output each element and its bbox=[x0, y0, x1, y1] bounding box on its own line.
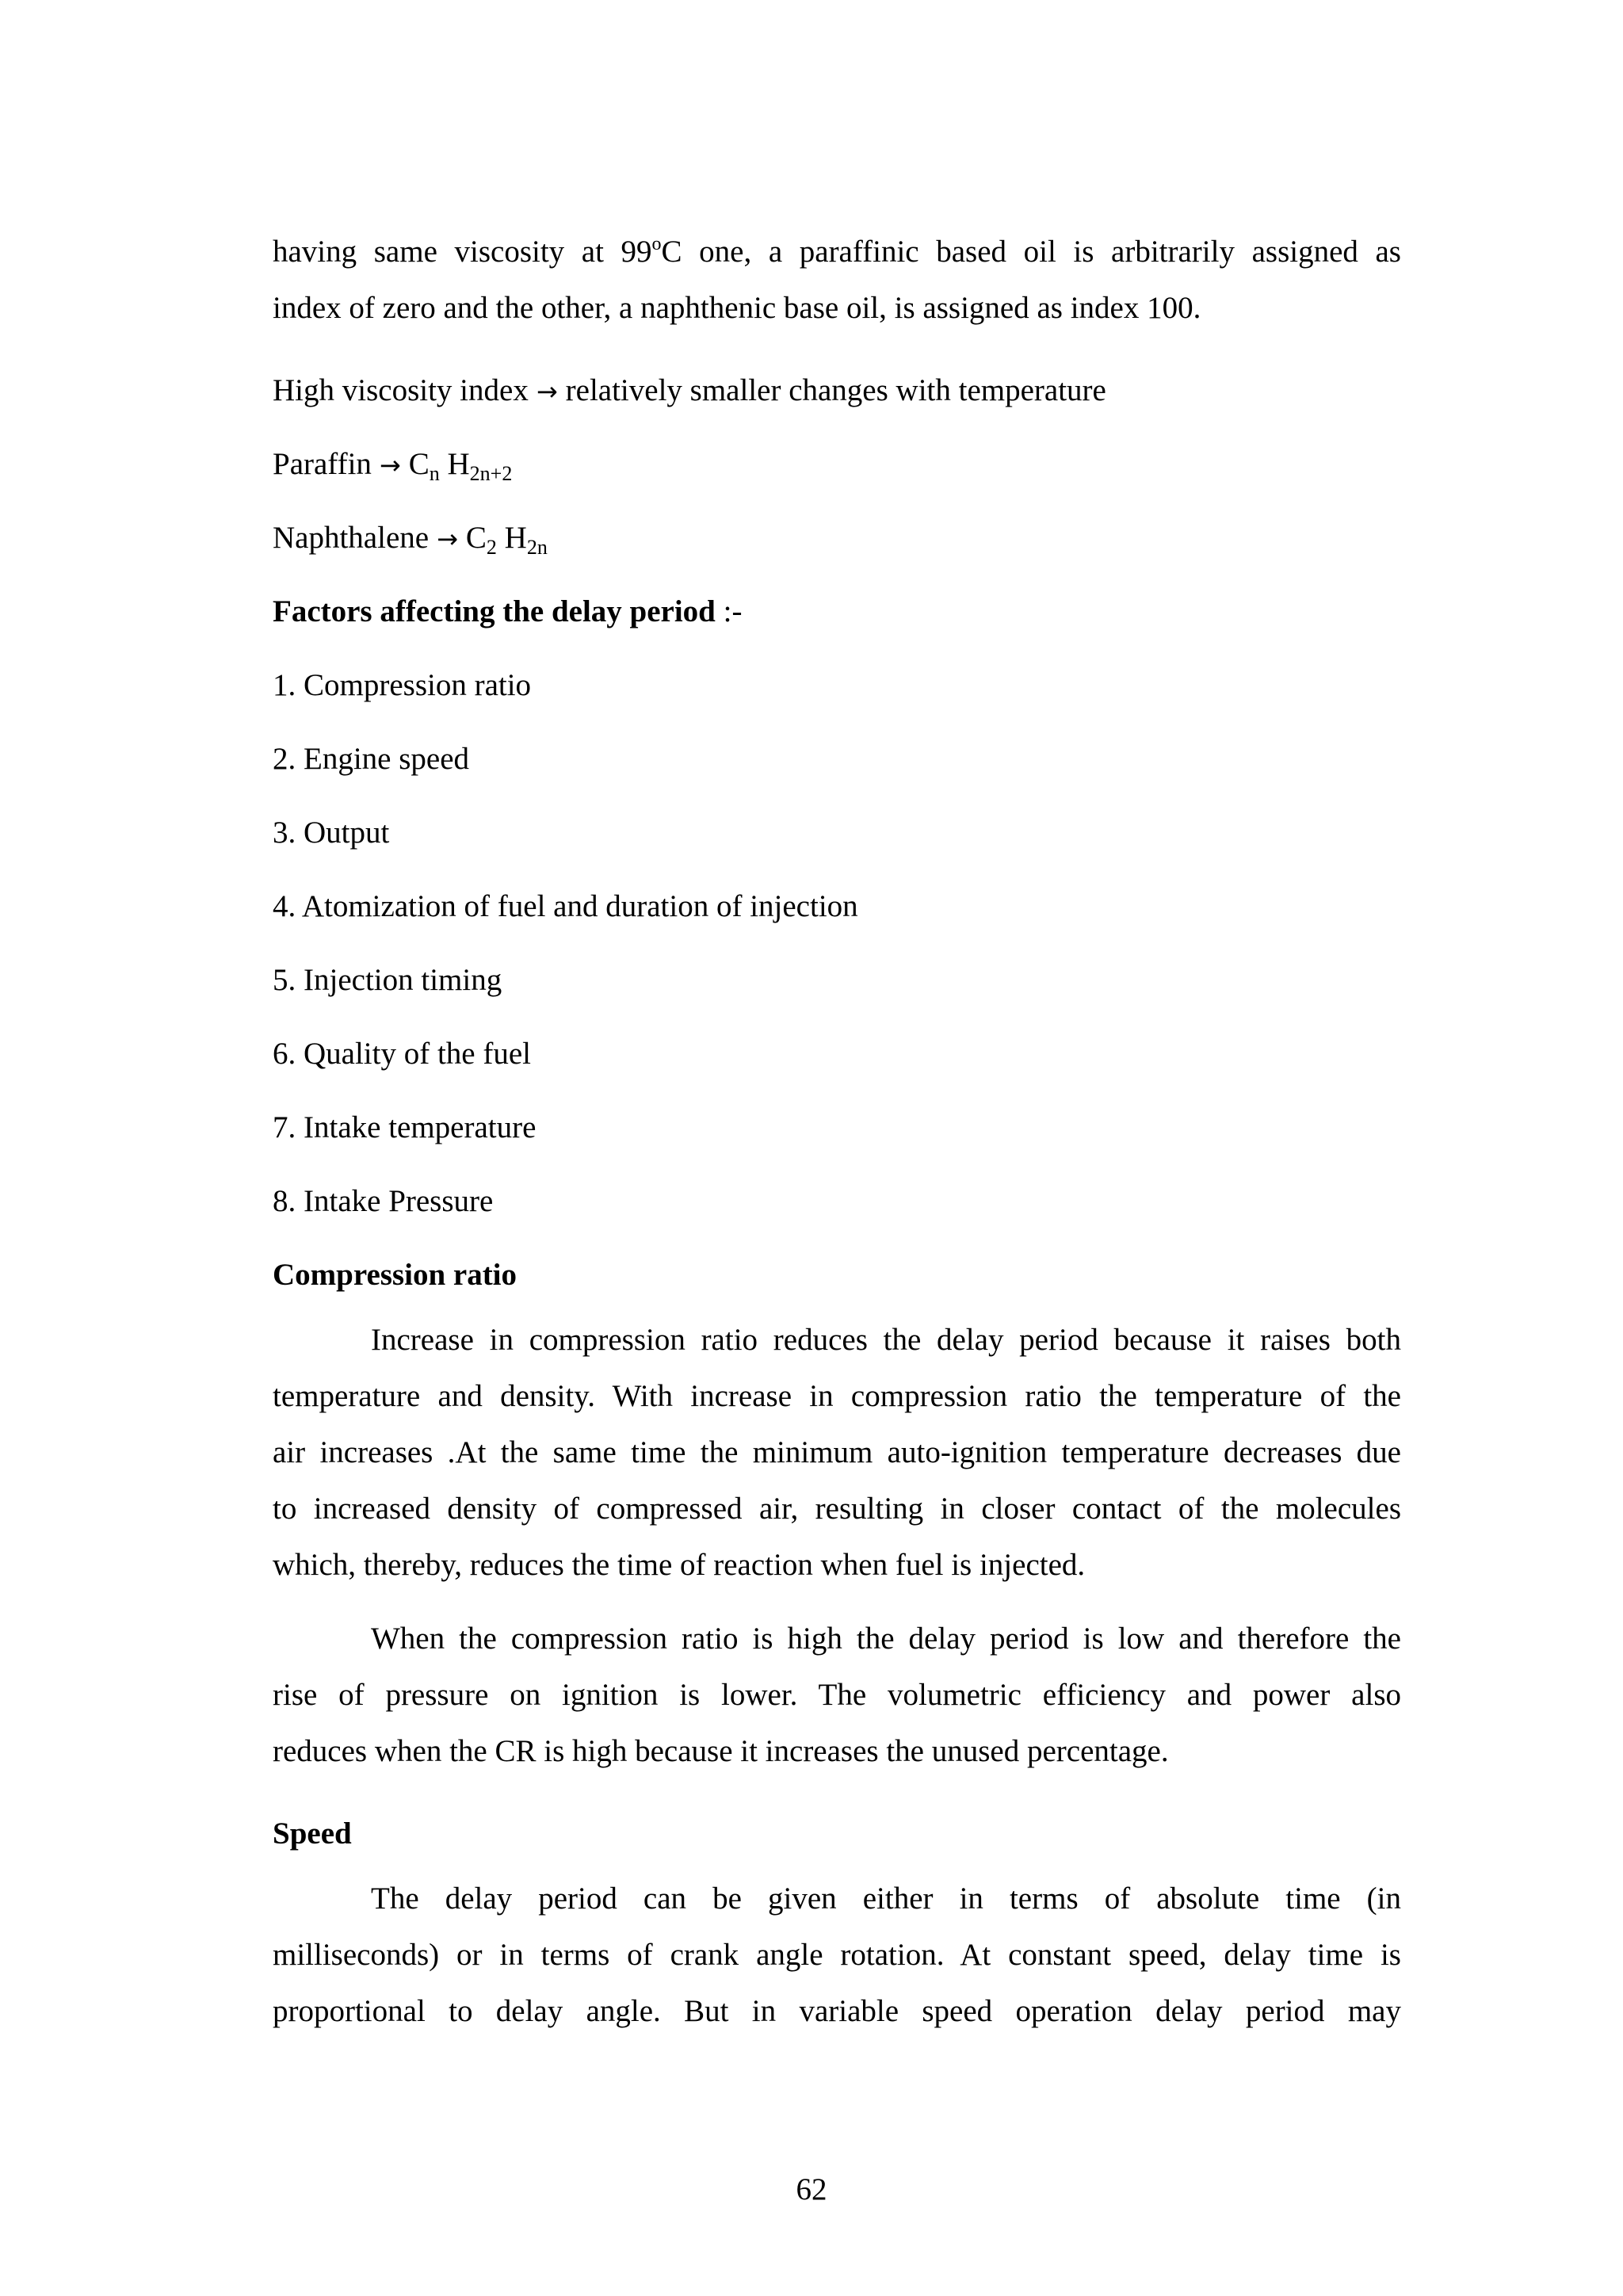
factor-item: 6. Quality of the fuel bbox=[273, 1037, 531, 1071]
intro-text-a: having same viscosity at 99 bbox=[273, 235, 652, 269]
paragraph-line: When the compression ratio is high the delay period is low and therefore the bbox=[371, 1622, 1401, 1656]
factors-heading-line bbox=[273, 575, 1401, 648]
factor-item: 7. Intake temperature bbox=[273, 1110, 537, 1144]
intro-text-b: C one, a paraffinic based oil is arbitrarily assigned as bbox=[661, 235, 1401, 269]
naphthalene-h-subscript: 2n bbox=[526, 536, 548, 559]
factor-item: 8. Intake Pressure bbox=[273, 1184, 494, 1218]
page-number: 62 bbox=[796, 2172, 827, 2206]
paragraph-line: reduces when the CR is high because it increases the unused percentage. bbox=[273, 1734, 1169, 1768]
right-arrow-icon: → bbox=[437, 524, 458, 554]
viscosity-text: relatively smaller changes with temperature bbox=[565, 373, 1106, 407]
paragraph-line: proportional to delay angle. But in variable speed operation delay period may bbox=[273, 1994, 1401, 2028]
paragraph-line: Increase in compression ratio reduces the delay period because it raises both bbox=[371, 1323, 1401, 1357]
viscosity-label: High viscosity index bbox=[273, 373, 529, 407]
factor-item: 3. Output bbox=[273, 816, 390, 850]
factor-item: 1. Compression ratio bbox=[273, 668, 532, 702]
paragraph-line: temperature and density. With increase in compression ratio the temperature of the bbox=[273, 1379, 1401, 1413]
paragraph-line: rise of pressure on ignition is lower. The volumetric efficiency and power also bbox=[273, 1678, 1401, 1712]
naphthalene-label: Naphthalene bbox=[273, 521, 430, 555]
paragraph-line: milliseconds) or in terms of crank angle rotation. At constant speed, delay time is bbox=[273, 1938, 1401, 1972]
naphthalene-c-subscript: 2 bbox=[486, 536, 497, 559]
section-heading-compression-ratio: Compression ratio bbox=[273, 1258, 517, 1292]
paraffin-h-subscript: 2n+2 bbox=[469, 462, 513, 485]
compression-paragraph-1 bbox=[273, 1312, 1401, 1593]
paraffin-c-subscript: n bbox=[429, 462, 440, 485]
viscosity-index-line bbox=[273, 353, 1401, 427]
paraffin-label: Paraffin bbox=[273, 447, 372, 481]
paraffin-formula-line bbox=[273, 427, 1401, 501]
factors-heading-suffix: :- bbox=[715, 594, 743, 628]
naphthalene-formula-line bbox=[273, 501, 1401, 575]
speed-paragraph-1 bbox=[273, 1870, 1401, 2039]
paraffin-c: C bbox=[408, 447, 430, 481]
section-heading-speed: Speed bbox=[273, 1817, 352, 1851]
intro-line-2: index of zero and the other, a naphthenic base oil, is assigned as index 100. bbox=[273, 291, 1201, 325]
factors-heading: Factors affecting the delay period bbox=[273, 594, 716, 628]
paragraph-line: The delay period can be given either in terms of absolute time (in bbox=[371, 1881, 1401, 1916]
right-arrow-icon: → bbox=[536, 376, 558, 407]
right-arrow-icon: → bbox=[379, 450, 401, 480]
factor-item: 4. Atomization of fuel and duration of injection bbox=[273, 889, 858, 923]
intro-line-1 bbox=[273, 223, 1401, 280]
page-content bbox=[273, 223, 1401, 2039]
factor-item: 5. Injection timing bbox=[273, 963, 502, 997]
paragraph-line: which, thereby, reduces the time of reaction when fuel is injected. bbox=[273, 1548, 1086, 1582]
naphthalene-c: C bbox=[465, 521, 487, 555]
degree-superscript: o bbox=[651, 234, 662, 254]
compression-paragraph-2 bbox=[273, 1610, 1401, 1779]
paraffin-h: H bbox=[447, 447, 470, 481]
naphthalene-h: H bbox=[504, 521, 527, 555]
paragraph-line: to increased density of compressed air, resulting in closer contact of the molecules bbox=[273, 1492, 1401, 1526]
paragraph-line: air increases .At the same time the minimum auto-ignition temperature decreases due bbox=[273, 1435, 1401, 1469]
factor-item: 2. Engine speed bbox=[273, 742, 470, 776]
